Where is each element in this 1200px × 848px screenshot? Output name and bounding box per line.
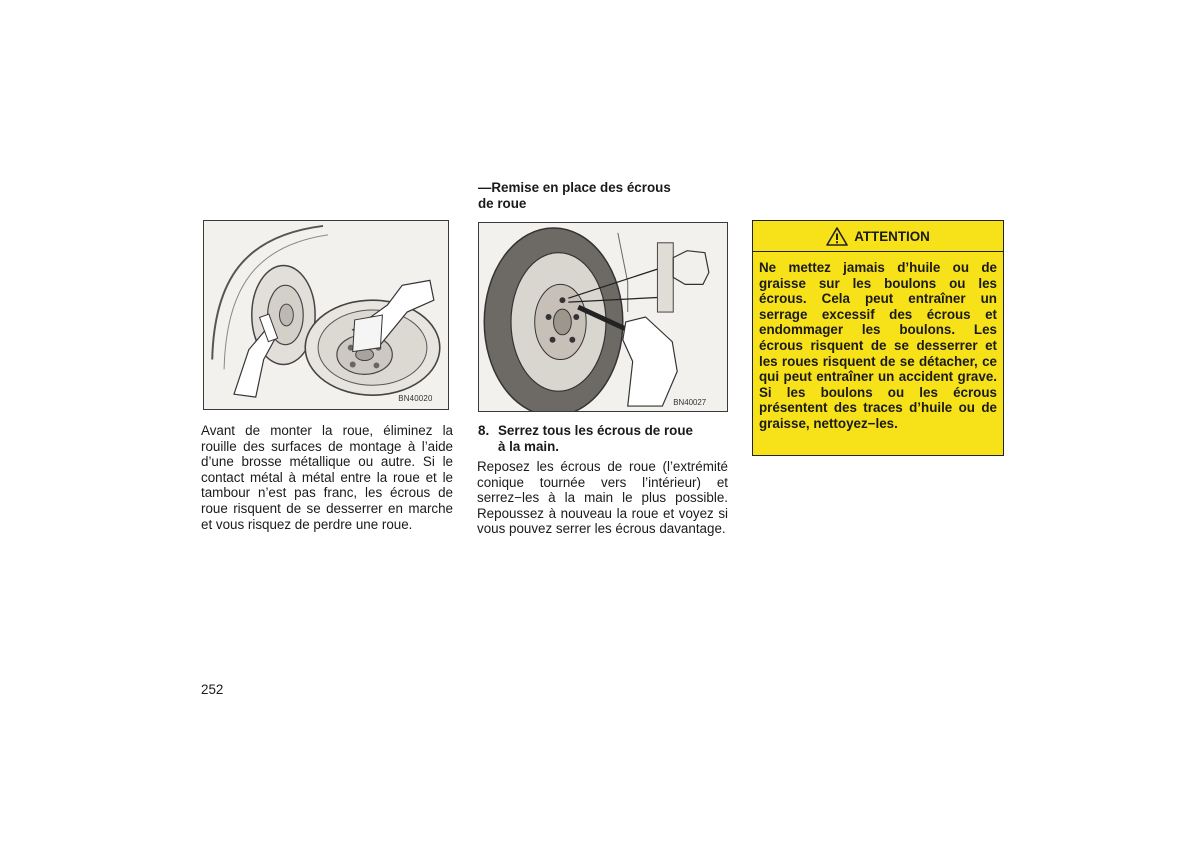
section-heading xyxy=(478,180,718,212)
section-heading-line1: —Remise en place des écrous xyxy=(478,180,671,195)
step-title-line1: Serrez tous les écrous de roue xyxy=(498,423,693,438)
middle-paragraph: Reposez les écrous de roue (l’extrémité conique tournée vers l’intérieur) et serrez−les à la main le plus possible. Repoussez à nouveau la roue et voyez si vous pouvez serrer les écrous davantage. xyxy=(477,459,728,537)
figure-clean-hub xyxy=(203,220,449,410)
warning-text: Ne mettez jamais d’huile ou de graisse sur les boulons ou les écrous. Cela peut entraîner un serrage excessif des écrous et endommager les boulons. Les écrous risquent de se desserrer et les roues risquent de se détacher, ce qui peut entraîner un accident grave. Si les boulons ou les écrous présentent des traces d’huile ou de graisse, nettoyez−les. xyxy=(759,260,997,431)
step-title xyxy=(478,423,728,455)
illustration-clean-hub xyxy=(204,221,448,409)
left-paragraph: Avant de monter la roue, éliminez la rouille des surfaces de montage à l’aide d’une brosse métallique ou autre. Si le contact métal à métal entre la roue et le tambour n’est pas franc, les écrous de roue risquent de se desserrer en marche et vous risquez de perdre une roue. xyxy=(201,423,453,532)
warning-triangle-icon xyxy=(826,227,848,246)
step-title-line2: à la main. xyxy=(498,439,560,454)
step-number: 8. xyxy=(478,423,490,438)
warning-header xyxy=(753,221,1003,252)
figure-wheel-nuts xyxy=(478,222,728,412)
page-number: 252 xyxy=(201,682,224,697)
illustration-wheel-nuts xyxy=(479,223,727,411)
section-heading-line2: de roue xyxy=(478,196,527,211)
warning-box xyxy=(752,220,1004,456)
warning-title: ATTENTION xyxy=(854,228,930,244)
figure-code: BN40020 xyxy=(398,394,433,404)
figure-code: BN40027 xyxy=(673,398,707,408)
